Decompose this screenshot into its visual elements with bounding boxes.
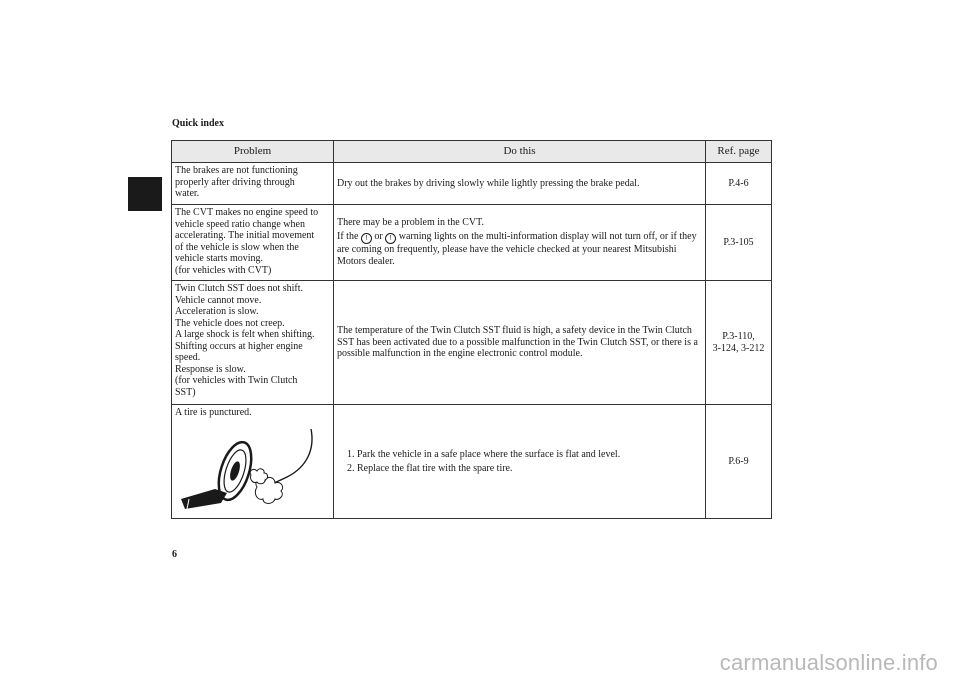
problem-line: (for vehicles with CVT)	[175, 264, 272, 276]
step-item: 2. Replace the flat tire with the spare tire.	[347, 462, 513, 474]
table-row	[172, 405, 772, 519]
problem-line: speed.	[175, 352, 201, 363]
do-this-cell: Dry out the brakes by driving slowly while lightly pressing the brake pedal.	[334, 163, 706, 205]
table-header-row	[172, 141, 772, 163]
problem-cell	[172, 405, 334, 519]
problem-line: The brakes are not functioning	[175, 165, 298, 176]
problem-line: vehicle starts moving.	[175, 253, 264, 264]
problem-line: accelerating. The initial movement	[175, 230, 315, 241]
problem-line: water.	[175, 188, 200, 199]
flat-tire-illustration	[175, 425, 325, 511]
problem-line: Response is slow.	[175, 363, 246, 375]
problem-line: vehicle speed ratio change when	[175, 218, 305, 230]
do-this-cell	[334, 205, 706, 281]
do-this-line	[337, 231, 702, 267]
quick-index-table	[171, 140, 772, 519]
section-title: Quick index	[172, 118, 224, 129]
problem-cell	[172, 281, 334, 405]
problem-line: Acceleration is slow.	[175, 306, 259, 317]
problem-line: (for vehicles with Twin Clutch	[175, 375, 298, 386]
problem-line: Shifting occurs at higher engine	[175, 340, 303, 352]
do-this-prefix: If the	[337, 231, 359, 243]
thumb-index-tab	[128, 177, 162, 211]
transmission-warning-icon: !	[361, 233, 372, 244]
header-problem: Problem	[172, 141, 334, 163]
ref-page-cell: P.4-6	[706, 163, 772, 205]
table-row	[172, 205, 772, 281]
transmission-fluid-warning-icon: !	[385, 233, 396, 244]
step-item: 1. Park the vehicle in a safe place where the surface is flat and level.	[347, 449, 621, 460]
problem-line: Twin Clutch SST does not shift.	[175, 283, 304, 294]
header-ref-page: Ref. page	[706, 141, 772, 163]
ref-page-cell: P.6-9	[706, 405, 772, 519]
ref-page-line: P.3-110,	[722, 331, 755, 342]
watermark: carmanualsonline.info	[719, 650, 938, 675]
do-this-cell	[334, 405, 706, 519]
problem-line: SST)	[175, 386, 196, 398]
problem-line: A large shock is felt when shifting.	[175, 329, 315, 340]
problem-line: Vehicle cannot move.	[175, 294, 262, 306]
table-row	[172, 163, 772, 205]
do-this-or: or	[374, 231, 383, 243]
do-this-suffix: warning lights on the multi-information display will not turn off, or if they are coming on frequently, please have the vehicle checked at your nearest Mitsubishi Motors dealer.	[337, 231, 697, 267]
table-row	[172, 281, 772, 405]
problem-line: The vehicle does not creep.	[175, 317, 285, 329]
ref-page-line: 3-124, 3-212	[712, 342, 765, 354]
do-this-cell: The temperature of the Twin Clutch SST fluid is high, a safety device in the Twin Clutch SST has been activated due to a possible malfunction in the Twin Clutch SST, or there is a possible malfunction in the engine electronic control module.	[334, 281, 706, 405]
problem-line: A tire is punctured.	[175, 407, 252, 418]
problem-line: The CVT makes no engine speed to	[175, 207, 319, 218]
page-number: 6	[172, 549, 177, 560]
ref-page-cell: P.3-105	[706, 205, 772, 281]
problem-line: properly after driving through	[175, 176, 295, 188]
header-do-this: Do this	[334, 141, 706, 163]
do-this-line: There may be a problem in the CVT.	[337, 216, 484, 228]
problem-cell	[172, 163, 334, 205]
problem-line: of the vehicle is slow when the	[175, 241, 299, 253]
problem-cell	[172, 205, 334, 281]
steps-list	[337, 449, 702, 474]
ref-page-cell	[706, 281, 772, 405]
